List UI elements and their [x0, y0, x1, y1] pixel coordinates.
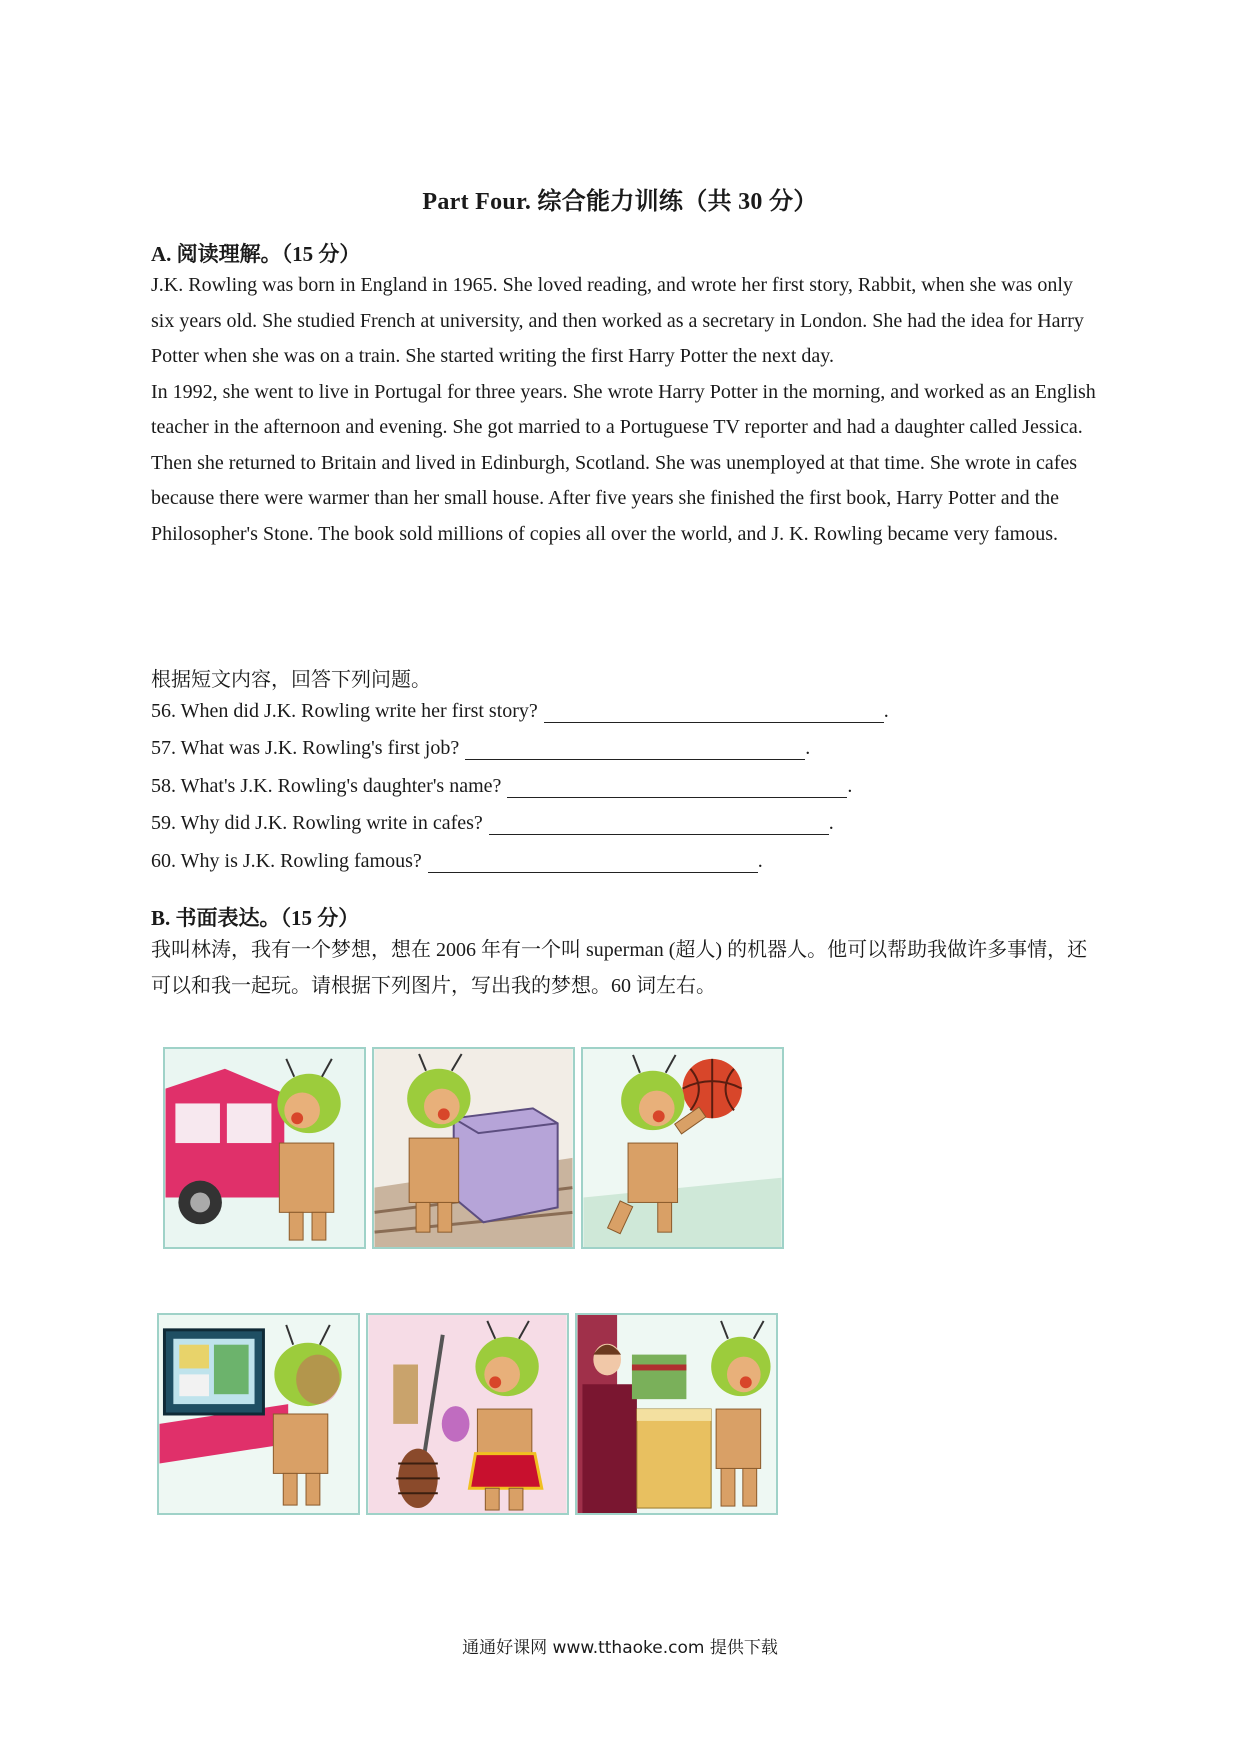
section-a-heading: A. 阅读理解。（15 分）	[151, 242, 361, 266]
writing-task-text: 我叫林涛，我有一个梦想，想在 2006 年有一个叫 superman (超人) 的机器人。他可以帮助我做许多事情，还可以和我一起玩。请根据下列图片，写出我的梦想。60 词左右。	[151, 939, 1088, 997]
question-text: 59. Why did J.K. Rowling write in cafes?	[151, 812, 483, 834]
question-text: 60. Why is J.K. Rowling famous?	[151, 850, 422, 872]
section-b-heading: B. 书面表达。（15 分）	[151, 906, 360, 930]
question-57	[151, 737, 810, 760]
robot-carrying-box-illustration	[372, 1047, 575, 1249]
robot-cleaning-illustration	[366, 1313, 569, 1515]
period: .	[805, 737, 811, 759]
question-60	[151, 850, 763, 873]
period: .	[883, 700, 889, 722]
writing-task	[151, 932, 1101, 1004]
passage-paragraph: J.K. Rowling was born in England in 1965. She loved reading, and wrote her first story, Rabbit, when she was only six years old. She studied French at university, and then worked as a secretary in London. She had the idea for Harry Potter when she was on a train. She started writing the first Harry Potter the next day.	[151, 274, 1084, 367]
answer-blank[interactable]	[465, 739, 805, 760]
question-59	[151, 812, 834, 835]
robot-washing-car-illustration	[163, 1047, 366, 1249]
passage-paragraph: Then she returned to Britain and lived in Edinburgh, Scotland. She was unemployed at that time. She wrote in cafes because there were warmer than her small house. After five years she finished the first book, Harry Potter and the Philosopher's Stone. The book sold millions of copies all over the world, and J. K. Rowling became very famous.	[151, 451, 1078, 545]
answer-blank[interactable]	[489, 814, 829, 835]
period: .	[847, 775, 853, 797]
robot-playing-basketball-illustration	[581, 1047, 784, 1249]
passage-paragraph: In 1992, she went to live in Portugal for three years. She wrote Harry Potter in the morning, and worked as an English teacher in the afternoon and evening. She got married to a Portuguese TV reporter and had a daughter called Jessica.	[151, 380, 1096, 438]
question-56	[151, 700, 889, 723]
period: .	[757, 850, 763, 872]
answer-blank[interactable]	[507, 777, 847, 798]
answer-blank[interactable]	[428, 852, 758, 873]
reading-passage	[151, 268, 1101, 552]
answer-blank[interactable]	[544, 702, 884, 723]
page-title: Part Four. 综合能力训练（共 30 分）	[422, 189, 818, 215]
robot-shopping-illustration	[575, 1313, 778, 1515]
question-58	[151, 775, 852, 798]
question-text: 58. What's J.K. Rowling's daughter's name?	[151, 775, 502, 797]
question-text: 57. What was J.K. Rowling's first job?	[151, 737, 460, 759]
robot-using-computer-illustration	[157, 1313, 360, 1515]
period: .	[828, 812, 834, 834]
instruction-text: 根据短文内容，回答下列问题。	[151, 669, 431, 691]
page-footer: 通通好课网 www.tthaoke.com 提供下载	[462, 1638, 778, 1658]
question-text: 56. When did J.K. Rowling write her first story?	[151, 700, 538, 722]
